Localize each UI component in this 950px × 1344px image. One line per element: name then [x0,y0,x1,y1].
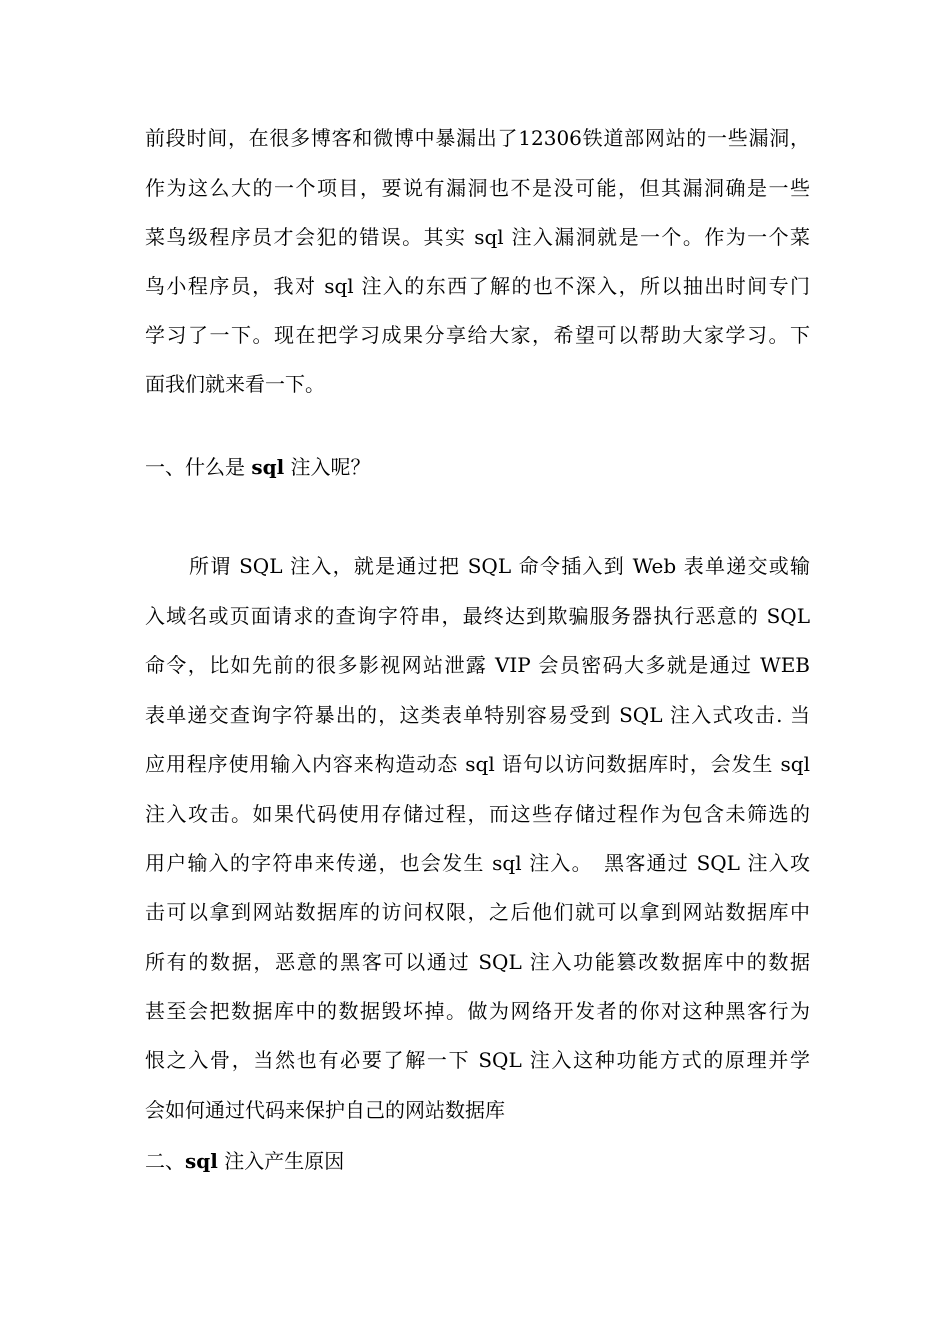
body-line-9: 所有的数据，恶意的黑客可以通过 SQL 注入功能篡改数据库中的数据 [145,950,810,974]
intro-line-3: 菜鸟级程序员才会犯的错误。其实 sql 注入漏洞就是一个。作为一个菜 [145,225,810,249]
intro-line-4: 鸟小程序员，我对 sql 注入的东西了解的也不深入，所以抽出时间专门 [145,274,810,298]
body-line-1: 所谓 SQL 注入，就是通过把 SQL 命令插入到 Web 表单递交或输 [189,554,810,578]
body-line-5: 应用程序使用输入内容来构造动态 sql 语句以访问数据库时，会发生 sql [145,752,810,776]
section-heading-2-prefix: 二、 [145,1149,185,1173]
section-heading-2-keyword: sql [185,1149,218,1173]
body-line-7: 用户输入的字符串来传递，也会发生 sql 注入。 黑客通过 SQL 注入攻 [145,851,810,875]
body-line-3: 命令，比如先前的很多影视网站泄露 VIP 会员密码大多就是通过 WEB [145,653,810,677]
section-heading-2 [145,1148,344,1174]
intro-line-1: 前段时间，在很多博客和微博中暴漏出了12306铁道部网站的一些漏洞， [145,126,810,150]
body-line-8: 击可以拿到网站数据库的访问权限，之后他们就可以拿到网站数据库中 [145,900,810,924]
body-line-4: 表单递交查询字符暴出的，这类表单特别容易受到 SQL 注入式攻击. 当 [145,703,810,727]
body-line-6: 注入攻击。如果代码使用存储过程，而这些存储过程作为包含未筛选的 [145,802,810,826]
section-heading-1-suffix: 注入呢？ [284,455,371,479]
section-heading-1-prefix: 一、什么是 [145,455,252,479]
intro-line-5: 学习了一下。现在把学习成果分享给大家，希望可以帮助大家学习。下 [145,323,810,347]
section-heading-2-suffix: 注入产生原因 [217,1149,345,1173]
body-line-2: 入域名或页面请求的查询字符串，最终达到欺骗服务器执行恶意的 SQL [145,604,810,628]
body-line-12: 会如何通过代码来保护自己的网站数据库 [145,1098,505,1122]
section-heading-1-keyword: sql [251,455,285,479]
body-line-11: 恨之入骨，当然也有必要了解一下 SQL 注入这种功能方式的原理并学 [145,1048,810,1072]
intro-line-2: 作为这么大的一个项目，要说有漏洞也不是没可能，但其漏洞确是一些 [145,176,810,200]
body-line-10: 甚至会把数据库中的数据毁坏掉。做为网络开发者的你对这种黑客行为 [145,999,810,1023]
intro-line-6: 面我们就来看一下。 [145,372,325,396]
section-heading-1 [145,454,371,480]
